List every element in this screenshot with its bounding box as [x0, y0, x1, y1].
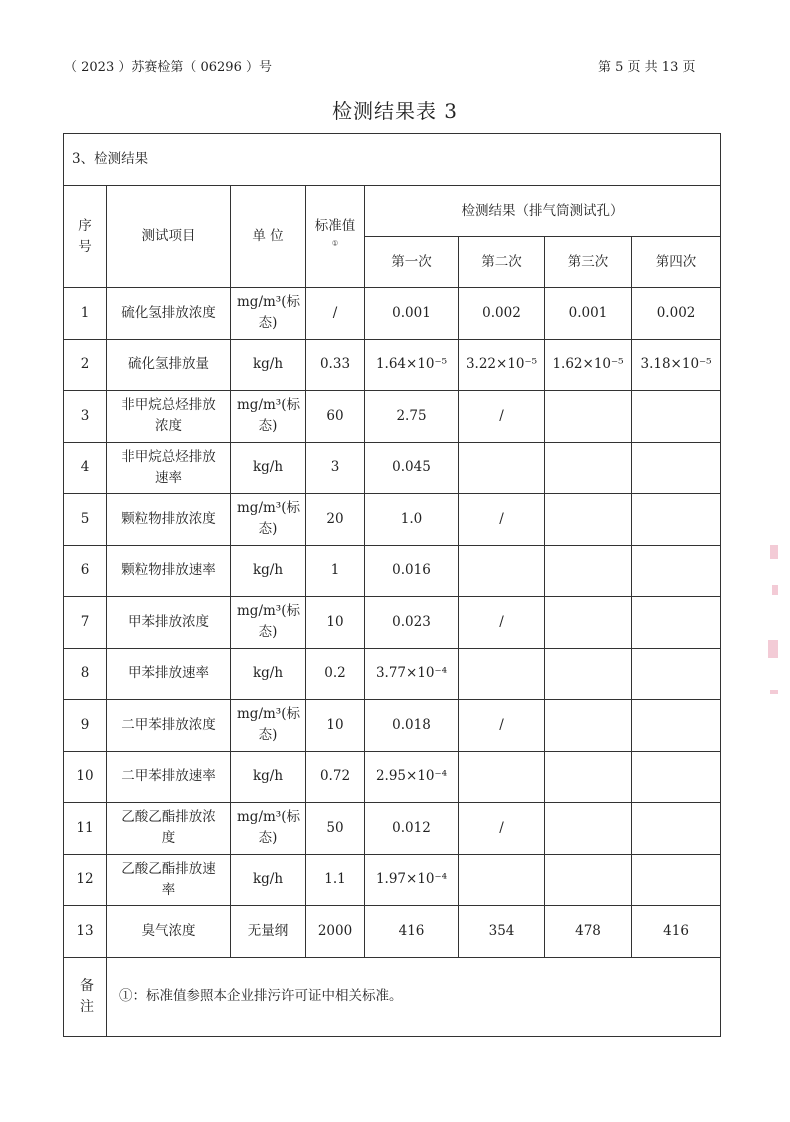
- result-run-1: 1.97×10⁻⁴: [365, 854, 459, 906]
- col-header-unit: 单 位: [231, 186, 306, 288]
- result-run-4: [632, 803, 721, 855]
- report-number: （ 2023 ）苏赛检第（ 06296 ）号: [64, 60, 272, 75]
- unit: kg/h: [231, 442, 306, 494]
- col-header-standard-label: 标准值: [314, 217, 356, 234]
- table-row: [64, 442, 721, 494]
- test-item: 臭气浓度: [107, 906, 231, 958]
- standard-value: /: [306, 288, 365, 340]
- test-item: 颗粒物排放速率: [107, 545, 231, 597]
- result-run-3: [545, 648, 632, 700]
- col-header-results: 检测结果（排气筒测试孔）: [365, 186, 721, 237]
- stamp-edge-mark: [768, 640, 778, 658]
- result-run-3: [545, 751, 632, 803]
- row-seq: 11: [64, 803, 107, 855]
- result-run-4: [632, 854, 721, 906]
- table-row: [64, 597, 721, 649]
- table-row: [64, 906, 721, 958]
- footnote-marker: ①: [331, 239, 339, 247]
- notes-text: ①：标准值参照本企业排污许可证中相关标准。: [107, 957, 721, 1036]
- result-run-4: [632, 545, 721, 597]
- unit: mg/m³(标态): [231, 700, 306, 752]
- row-seq: 4: [64, 442, 107, 494]
- result-run-4: [632, 391, 721, 443]
- result-run-1: 0.016: [365, 545, 459, 597]
- result-run-1: 2.95×10⁻⁴: [365, 751, 459, 803]
- test-item: 甲苯排放浓度: [107, 597, 231, 649]
- result-run-4: 416: [632, 906, 721, 958]
- unit: kg/h: [231, 648, 306, 700]
- unit: kg/h: [231, 545, 306, 597]
- result-run-3: [545, 700, 632, 752]
- unit: kg/h: [231, 854, 306, 906]
- unit: mg/m³(标态): [231, 391, 306, 443]
- table-row: [64, 288, 721, 340]
- table-row: [64, 854, 721, 906]
- result-run-2: [459, 442, 545, 494]
- test-item: 硫化氢排放浓度: [107, 288, 231, 340]
- result-run-2: 354: [459, 906, 545, 958]
- test-item: 乙酸乙酯排放浓度: [107, 803, 231, 855]
- table-row: [64, 751, 721, 803]
- test-item: 非甲烷总烃排放浓度: [107, 391, 231, 443]
- table-row: [64, 648, 721, 700]
- table-row: [64, 391, 721, 443]
- result-run-2: [459, 854, 545, 906]
- standard-value: 2000: [306, 906, 365, 958]
- result-run-1: 0.018: [365, 700, 459, 752]
- result-run-2: [459, 751, 545, 803]
- standard-value: 60: [306, 391, 365, 443]
- page-title: 检测结果表 3: [331, 99, 459, 123]
- result-run-3: [545, 545, 632, 597]
- result-run-3: [545, 803, 632, 855]
- standard-value: 50: [306, 803, 365, 855]
- result-run-2: /: [459, 391, 545, 443]
- result-run-1: 416: [365, 906, 459, 958]
- row-seq: 1: [64, 288, 107, 340]
- col-header-seq: 序号: [64, 186, 107, 288]
- test-item: 非甲烷总烃排放速率: [107, 442, 231, 494]
- unit: 无量纲: [231, 906, 306, 958]
- result-run-1: 2.75: [365, 391, 459, 443]
- results-table: [63, 133, 721, 1037]
- unit: kg/h: [231, 339, 306, 391]
- result-run-2: /: [459, 700, 545, 752]
- standard-value: 1: [306, 545, 365, 597]
- table-row: [64, 494, 721, 546]
- standard-value: 3: [306, 442, 365, 494]
- row-seq: 8: [64, 648, 107, 700]
- unit: mg/m³(标态): [231, 803, 306, 855]
- result-run-2: [459, 545, 545, 597]
- row-seq: 12: [64, 854, 107, 906]
- notes-row: [64, 957, 721, 1036]
- result-run-4: [632, 494, 721, 546]
- result-run-1: 3.77×10⁻⁴: [365, 648, 459, 700]
- test-item: 硫化氢排放量: [107, 339, 231, 391]
- section-title: 3、检测结果: [64, 134, 721, 186]
- test-item: 二甲苯排放速率: [107, 751, 231, 803]
- result-run-4: [632, 751, 721, 803]
- result-run-3: 0.001: [545, 288, 632, 340]
- standard-value: 0.33: [306, 339, 365, 391]
- unit: kg/h: [231, 751, 306, 803]
- result-run-4: 3.18×10⁻⁵: [632, 339, 721, 391]
- row-seq: 5: [64, 494, 107, 546]
- result-run-3: 1.62×10⁻⁵: [545, 339, 632, 391]
- col-header-run-1: 第一次: [365, 237, 459, 288]
- stamp-edge-mark: [772, 585, 778, 595]
- stamp-edge-mark: [770, 545, 778, 559]
- result-run-2: 0.002: [459, 288, 545, 340]
- result-run-3: [545, 442, 632, 494]
- table-row: [64, 339, 721, 391]
- unit: mg/m³(标态): [231, 494, 306, 546]
- standard-value: 0.72: [306, 751, 365, 803]
- result-run-1: 0.012: [365, 803, 459, 855]
- stamp-edge-mark: [770, 690, 778, 694]
- result-run-4: [632, 442, 721, 494]
- page-indicator: 第 5 页 共 13 页: [598, 60, 696, 75]
- unit: mg/m³(标态): [231, 597, 306, 649]
- result-run-4: [632, 700, 721, 752]
- result-run-2: 3.22×10⁻⁵: [459, 339, 545, 391]
- standard-value: 20: [306, 494, 365, 546]
- standard-value: 10: [306, 597, 365, 649]
- notes-label: 备注: [64, 957, 107, 1036]
- result-run-4: 0.002: [632, 288, 721, 340]
- result-run-1: 0.045: [365, 442, 459, 494]
- result-run-4: [632, 597, 721, 649]
- table-row: [64, 545, 721, 597]
- row-seq: 7: [64, 597, 107, 649]
- result-run-3: [545, 597, 632, 649]
- result-run-4: [632, 648, 721, 700]
- result-run-2: /: [459, 494, 545, 546]
- row-seq: 9: [64, 700, 107, 752]
- row-seq: 3: [64, 391, 107, 443]
- result-run-1: 1.0: [365, 494, 459, 546]
- result-run-1: 1.64×10⁻⁵: [365, 339, 459, 391]
- col-header-run-3: 第三次: [545, 237, 632, 288]
- result-run-2: /: [459, 597, 545, 649]
- header-row-1: [64, 186, 721, 237]
- unit: mg/m³(标态): [231, 288, 306, 340]
- table-row: [64, 803, 721, 855]
- test-item: 乙酸乙酯排放速率: [107, 854, 231, 906]
- row-seq: 6: [64, 545, 107, 597]
- result-run-1: 0.023: [365, 597, 459, 649]
- col-header-standard: [306, 186, 365, 288]
- row-seq: 2: [64, 339, 107, 391]
- result-run-3: 478: [545, 906, 632, 958]
- result-run-2: /: [459, 803, 545, 855]
- result-run-1: 0.001: [365, 288, 459, 340]
- row-seq: 10: [64, 751, 107, 803]
- test-item: 二甲苯排放浓度: [107, 700, 231, 752]
- result-run-3: [545, 391, 632, 443]
- result-run-3: [545, 494, 632, 546]
- result-run-2: [459, 648, 545, 700]
- test-item: 颗粒物排放浓度: [107, 494, 231, 546]
- col-header-run-2: 第二次: [459, 237, 545, 288]
- standard-value: 10: [306, 700, 365, 752]
- col-header-run-4: 第四次: [632, 237, 721, 288]
- test-item: 甲苯排放速率: [107, 648, 231, 700]
- row-seq: 13: [64, 906, 107, 958]
- standard-value: 0.2: [306, 648, 365, 700]
- standard-value: 1.1: [306, 854, 365, 906]
- table-row: [64, 700, 721, 752]
- section-title-row: [64, 134, 721, 186]
- result-run-3: [545, 854, 632, 906]
- col-header-item: 测试项目: [107, 186, 231, 288]
